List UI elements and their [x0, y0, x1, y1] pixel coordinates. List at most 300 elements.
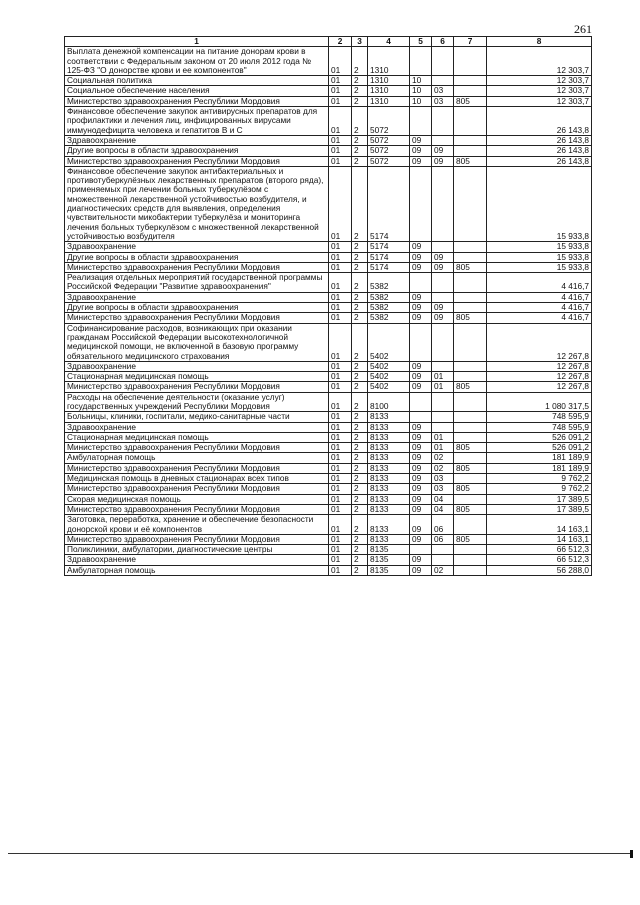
- amount-cell: 748 595,9: [487, 422, 592, 432]
- table-row: [65, 412, 592, 422]
- subsection-cell: 03: [432, 96, 454, 106]
- department-cell: [454, 565, 487, 575]
- col4-cell: 8133: [368, 504, 410, 514]
- col2-cell: 01: [329, 166, 352, 241]
- col4-cell: 5174: [368, 166, 410, 241]
- section-cell: [410, 166, 432, 241]
- section-cell: 09: [410, 443, 432, 453]
- amount-cell: 12 267,8: [487, 361, 592, 371]
- col3-cell: 2: [352, 273, 368, 293]
- subsection-cell: 09: [432, 303, 454, 313]
- subsection-cell: 09: [432, 252, 454, 262]
- table-row: [65, 565, 592, 575]
- department-cell: 805: [454, 534, 487, 544]
- table-row: [65, 534, 592, 544]
- department-cell: [454, 432, 487, 442]
- section-cell: 09: [410, 453, 432, 463]
- col2-cell: 01: [329, 146, 352, 156]
- subsection-cell: 06: [432, 515, 454, 535]
- section-cell: [410, 545, 432, 555]
- col4-cell: 8133: [368, 453, 410, 463]
- col3-cell: 2: [352, 146, 368, 156]
- amount-cell: 26 143,8: [487, 156, 592, 166]
- col4-cell: 8100: [368, 392, 410, 412]
- col3-cell: 2: [352, 262, 368, 272]
- department-cell: 805: [454, 484, 487, 494]
- table-row: [65, 494, 592, 504]
- row-name-cell: Медицинская помощь в дневных стационарах всех типов: [65, 474, 329, 484]
- col3-cell: 2: [352, 86, 368, 96]
- department-cell: 805: [454, 443, 487, 453]
- row-name-cell: Реализация отдельных мероприятий государственной программы Российской Федерации "Развитие здравоохранения": [65, 273, 329, 293]
- col2-cell: 01: [329, 565, 352, 575]
- col2-cell: 01: [329, 242, 352, 252]
- col4-cell: 5382: [368, 313, 410, 323]
- amount-cell: 748 595,9: [487, 412, 592, 422]
- row-name-cell: Здравоохранение: [65, 135, 329, 145]
- col4-cell: 1310: [368, 47, 410, 76]
- amount-cell: 1 080 317,5: [487, 392, 592, 412]
- col2-cell: 01: [329, 443, 352, 453]
- department-cell: [454, 545, 487, 555]
- department-cell: [454, 361, 487, 371]
- amount-cell: 17 389,5: [487, 494, 592, 504]
- col3-cell: 2: [352, 76, 368, 86]
- amount-cell: 9 762,2: [487, 484, 592, 494]
- table-row: [65, 392, 592, 412]
- subsection-cell: 04: [432, 494, 454, 504]
- section-cell: 09: [410, 515, 432, 535]
- department-cell: [454, 422, 487, 432]
- amount-cell: 56 288,0: [487, 565, 592, 575]
- subsection-cell: 03: [432, 484, 454, 494]
- section-cell: 09: [410, 463, 432, 473]
- table-row: [65, 262, 592, 272]
- section-cell: 09: [410, 504, 432, 514]
- row-name-cell: Скорая медицинская помощь: [65, 494, 329, 504]
- col3-cell: 2: [352, 484, 368, 494]
- section-cell: 09: [410, 382, 432, 392]
- section-cell: 09: [410, 494, 432, 504]
- section-cell: [410, 47, 432, 76]
- section-cell: 09: [410, 555, 432, 565]
- amount-cell: 12 267,8: [487, 372, 592, 382]
- column-header-7: 7: [454, 37, 487, 47]
- col3-cell: 2: [352, 432, 368, 442]
- col2-cell: 01: [329, 372, 352, 382]
- department-cell: [454, 453, 487, 463]
- column-header-1: 1: [65, 37, 329, 47]
- table-row: [65, 96, 592, 106]
- table-row: [65, 76, 592, 86]
- department-cell: [454, 372, 487, 382]
- col3-cell: 2: [352, 96, 368, 106]
- col2-cell: 01: [329, 262, 352, 272]
- amount-cell: 4 416,7: [487, 313, 592, 323]
- row-name-cell: Здравоохранение: [65, 361, 329, 371]
- subsection-cell: 09: [432, 262, 454, 272]
- row-name-cell: Министерство здравоохранения Республики Мордовия: [65, 504, 329, 514]
- col2-cell: 01: [329, 422, 352, 432]
- col3-cell: 2: [352, 252, 368, 262]
- col4-cell: 5402: [368, 372, 410, 382]
- amount-cell: 9 762,2: [487, 474, 592, 484]
- amount-cell: 15 933,8: [487, 252, 592, 262]
- department-cell: [454, 474, 487, 484]
- subsection-cell: 03: [432, 474, 454, 484]
- col4-cell: 8133: [368, 534, 410, 544]
- table-header-row: [65, 37, 592, 47]
- subsection-cell: [432, 107, 454, 136]
- section-cell: [410, 107, 432, 136]
- department-cell: 805: [454, 96, 487, 106]
- row-name-cell: Министерство здравоохранения Республики Мордовия: [65, 484, 329, 494]
- col2-cell: 01: [329, 273, 352, 293]
- row-name-cell: Расходы на обеспечение деятельности (оказание услуг) государственных учреждений Республики Мордовия: [65, 392, 329, 412]
- section-cell: 09: [410, 432, 432, 442]
- table-row: [65, 372, 592, 382]
- table-row: [65, 474, 592, 484]
- subsection-cell: [432, 273, 454, 293]
- subsection-cell: [432, 76, 454, 86]
- col4-cell: 8133: [368, 463, 410, 473]
- section-cell: 09: [410, 372, 432, 382]
- col4-cell: 8133: [368, 515, 410, 535]
- row-name-cell: Здравоохранение: [65, 292, 329, 302]
- col2-cell: 01: [329, 303, 352, 313]
- row-name-cell: Министерство здравоохранения Республики Мордовия: [65, 382, 329, 392]
- row-name-cell: Министерство здравоохранения Республики Мордовия: [65, 96, 329, 106]
- col2-cell: 01: [329, 463, 352, 473]
- col3-cell: 2: [352, 515, 368, 535]
- section-cell: 09: [410, 252, 432, 262]
- subsection-cell: [432, 292, 454, 302]
- table-row: [65, 292, 592, 302]
- department-cell: [454, 107, 487, 136]
- table-row: [65, 545, 592, 555]
- section-cell: 09: [410, 146, 432, 156]
- col4-cell: 1310: [368, 86, 410, 96]
- department-cell: 805: [454, 463, 487, 473]
- department-cell: [454, 412, 487, 422]
- department-cell: [454, 292, 487, 302]
- col4-cell: 8135: [368, 545, 410, 555]
- amount-cell: 66 512,3: [487, 545, 592, 555]
- row-name-cell: Финансовое обеспечение закупок антивирусных препаратов для профилактики и лечения лиц, инфицированных вирусами иммунодефицита человека и гепатитов В и С: [65, 107, 329, 136]
- col4-cell: 5382: [368, 303, 410, 313]
- amount-cell: 4 416,7: [487, 303, 592, 313]
- subsection-cell: 03: [432, 86, 454, 96]
- col2-cell: 01: [329, 382, 352, 392]
- department-cell: [454, 166, 487, 241]
- amount-cell: 17 389,5: [487, 504, 592, 514]
- subsection-cell: 09: [432, 146, 454, 156]
- amount-cell: 15 933,8: [487, 242, 592, 252]
- table-row: [65, 166, 592, 241]
- amount-cell: 181 189,9: [487, 463, 592, 473]
- col4-cell: 5402: [368, 323, 410, 361]
- column-header-8: 8: [487, 37, 592, 47]
- amount-cell: 181 189,9: [487, 453, 592, 463]
- table-row: [65, 156, 592, 166]
- section-cell: [410, 412, 432, 422]
- row-name-cell: Министерство здравоохранения Республики Мордовия: [65, 463, 329, 473]
- column-header-3: 3: [352, 37, 368, 47]
- subsection-cell: [432, 545, 454, 555]
- col4-cell: 8135: [368, 565, 410, 575]
- department-cell: [454, 146, 487, 156]
- col2-cell: 01: [329, 392, 352, 412]
- footer-mark: [630, 850, 633, 858]
- col3-cell: 2: [352, 242, 368, 252]
- col2-cell: 01: [329, 292, 352, 302]
- col4-cell: 5072: [368, 135, 410, 145]
- section-cell: 10: [410, 96, 432, 106]
- col3-cell: 2: [352, 323, 368, 361]
- amount-cell: 15 933,8: [487, 166, 592, 241]
- department-cell: [454, 252, 487, 262]
- table-row: [65, 252, 592, 262]
- subsection-cell: 04: [432, 504, 454, 514]
- subsection-cell: 09: [432, 156, 454, 166]
- subsection-cell: [432, 422, 454, 432]
- column-header-5: 5: [410, 37, 432, 47]
- amount-cell: 4 416,7: [487, 273, 592, 293]
- subsection-cell: [432, 392, 454, 412]
- row-name-cell: Другие вопросы в области здравоохранения: [65, 146, 329, 156]
- subsection-cell: 09: [432, 313, 454, 323]
- table-row: [65, 135, 592, 145]
- col3-cell: 2: [352, 361, 368, 371]
- subsection-cell: [432, 166, 454, 241]
- budget-table: [64, 36, 592, 576]
- section-cell: 09: [410, 242, 432, 252]
- col2-cell: 01: [329, 515, 352, 535]
- col2-cell: 01: [329, 86, 352, 96]
- col4-cell: 8133: [368, 484, 410, 494]
- row-name-cell: Стационарная медицинская помощь: [65, 372, 329, 382]
- col4-cell: 8133: [368, 422, 410, 432]
- section-cell: 09: [410, 156, 432, 166]
- col3-cell: 2: [352, 443, 368, 453]
- col4-cell: 8133: [368, 432, 410, 442]
- row-name-cell: Здравоохранение: [65, 555, 329, 565]
- subsection-cell: [432, 412, 454, 422]
- table-row: [65, 453, 592, 463]
- subsection-cell: 01: [432, 443, 454, 453]
- col4-cell: 5402: [368, 361, 410, 371]
- department-cell: 805: [454, 382, 487, 392]
- col2-cell: 01: [329, 361, 352, 371]
- col2-cell: 01: [329, 135, 352, 145]
- section-cell: 09: [410, 292, 432, 302]
- subsection-cell: [432, 135, 454, 145]
- col4-cell: 5174: [368, 242, 410, 252]
- amount-cell: 526 091,2: [487, 432, 592, 442]
- col4-cell: 8133: [368, 474, 410, 484]
- col2-cell: 01: [329, 534, 352, 544]
- col4-cell: 8135: [368, 555, 410, 565]
- col3-cell: 2: [352, 47, 368, 76]
- table-row: [65, 463, 592, 473]
- amount-cell: 15 933,8: [487, 262, 592, 272]
- col4-cell: 5072: [368, 146, 410, 156]
- department-cell: 805: [454, 504, 487, 514]
- amount-cell: 12 303,7: [487, 76, 592, 86]
- section-cell: 09: [410, 313, 432, 323]
- col2-cell: 01: [329, 494, 352, 504]
- col3-cell: 2: [352, 292, 368, 302]
- section-cell: 09: [410, 303, 432, 313]
- section-cell: 09: [410, 361, 432, 371]
- row-name-cell: Здравоохранение: [65, 242, 329, 252]
- col2-cell: 01: [329, 313, 352, 323]
- col2-cell: 01: [329, 432, 352, 442]
- col4-cell: 8133: [368, 443, 410, 453]
- amount-cell: 14 163,1: [487, 515, 592, 535]
- col3-cell: 2: [352, 504, 368, 514]
- row-name-cell: Министерство здравоохранения Республики Мордовия: [65, 534, 329, 544]
- table-row: [65, 422, 592, 432]
- row-name-cell: Заготовка, переработка, хранение и обеспечение безопасности донорской крови и её компонентов: [65, 515, 329, 535]
- col2-cell: 01: [329, 107, 352, 136]
- subsection-cell: 01: [432, 372, 454, 382]
- row-name-cell: Софинансирование расходов, возникающих при оказании гражданам Российской Федерации высокотехнологичной медицинской помощи, не включенной в базовую программу обязательного медицинского страхования: [65, 323, 329, 361]
- col3-cell: 2: [352, 156, 368, 166]
- row-name-cell: Министерство здравоохранения Республики Мордовия: [65, 443, 329, 453]
- amount-cell: 12 303,7: [487, 47, 592, 76]
- section-cell: [410, 323, 432, 361]
- col3-cell: 2: [352, 474, 368, 484]
- table-row: [65, 432, 592, 442]
- row-name-cell: Другие вопросы в области здравоохранения: [65, 303, 329, 313]
- table-row: [65, 107, 592, 136]
- row-name-cell: Амбулаторная помощь: [65, 565, 329, 575]
- table-row: [65, 484, 592, 494]
- section-cell: 09: [410, 422, 432, 432]
- subsection-cell: 06: [432, 534, 454, 544]
- subsection-cell: 02: [432, 463, 454, 473]
- col3-cell: 2: [352, 412, 368, 422]
- column-header-6: 6: [432, 37, 454, 47]
- table-row: [65, 273, 592, 293]
- amount-cell: 66 512,3: [487, 555, 592, 565]
- subsection-cell: [432, 323, 454, 361]
- department-cell: [454, 515, 487, 535]
- department-cell: [454, 273, 487, 293]
- department-cell: [454, 392, 487, 412]
- col4-cell: 5382: [368, 292, 410, 302]
- amount-cell: 12 267,8: [487, 382, 592, 392]
- department-cell: [454, 323, 487, 361]
- table-row: [65, 313, 592, 323]
- department-cell: [454, 76, 487, 86]
- row-name-cell: Другие вопросы в области здравоохранения: [65, 252, 329, 262]
- col3-cell: 2: [352, 303, 368, 313]
- section-cell: 09: [410, 534, 432, 544]
- col2-cell: 01: [329, 96, 352, 106]
- row-name-cell: Здравоохранение: [65, 422, 329, 432]
- col2-cell: 01: [329, 76, 352, 86]
- amount-cell: 12 303,7: [487, 86, 592, 96]
- col2-cell: 01: [329, 252, 352, 262]
- col4-cell: 5174: [368, 262, 410, 272]
- col4-cell: 8133: [368, 412, 410, 422]
- col2-cell: 01: [329, 545, 352, 555]
- table-row: [65, 323, 592, 361]
- col3-cell: 2: [352, 107, 368, 136]
- col4-cell: 5402: [368, 382, 410, 392]
- row-name-cell: Поликлиники, амбулатории, диагностические центры: [65, 545, 329, 555]
- col4-cell: 1310: [368, 76, 410, 86]
- section-cell: 09: [410, 135, 432, 145]
- section-cell: 10: [410, 86, 432, 96]
- subsection-cell: [432, 242, 454, 252]
- col3-cell: 2: [352, 453, 368, 463]
- amount-cell: 26 143,8: [487, 146, 592, 156]
- column-header-2: 2: [329, 37, 352, 47]
- row-name-cell: Министерство здравоохранения Республики Мордовия: [65, 156, 329, 166]
- section-cell: 09: [410, 565, 432, 575]
- col3-cell: 2: [352, 166, 368, 241]
- col3-cell: 2: [352, 545, 368, 555]
- amount-cell: 12 267,8: [487, 323, 592, 361]
- row-name-cell: Социальная политика: [65, 76, 329, 86]
- footer-rule: [8, 853, 633, 854]
- col3-cell: 2: [352, 534, 368, 544]
- row-name-cell: Амбулаторная помощь: [65, 453, 329, 463]
- table-row: [65, 361, 592, 371]
- subsection-cell: 02: [432, 453, 454, 463]
- table-row: [65, 303, 592, 313]
- section-cell: 10: [410, 76, 432, 86]
- table-row: [65, 86, 592, 96]
- section-cell: [410, 273, 432, 293]
- amount-cell: 14 163,1: [487, 534, 592, 544]
- section-cell: 09: [410, 474, 432, 484]
- col3-cell: 2: [352, 555, 368, 565]
- row-name-cell: Стационарная медицинская помощь: [65, 432, 329, 442]
- col3-cell: 2: [352, 313, 368, 323]
- col4-cell: 5072: [368, 156, 410, 166]
- table-row: [65, 504, 592, 514]
- table-row: [65, 443, 592, 453]
- department-cell: [454, 242, 487, 252]
- row-name-cell: Финансовое обеспечение закупок антибактериальных и противотуберкулёзных лекарственных препаратов (второго ряда), применяемых при лечении больных туберкулёзом с множественной лекарственной устойчивостью возбудителя, и диагностических средств для выявления, определения чувствительности микобактерии туберкулёза и мониторинга лечения больных туберкулёзом с множественной лекарственной устойчивостью возбудителя: [65, 166, 329, 241]
- col2-cell: 01: [329, 453, 352, 463]
- col4-cell: 1310: [368, 96, 410, 106]
- col4-cell: 5072: [368, 107, 410, 136]
- col3-cell: 2: [352, 392, 368, 412]
- department-cell: [454, 47, 487, 76]
- table-row: [65, 515, 592, 535]
- table-row: [65, 382, 592, 392]
- subsection-cell: [432, 361, 454, 371]
- col4-cell: 8133: [368, 494, 410, 504]
- subsection-cell: 01: [432, 382, 454, 392]
- table-row: [65, 47, 592, 76]
- department-cell: [454, 494, 487, 504]
- amount-cell: 12 303,7: [487, 96, 592, 106]
- page-number: 261: [574, 22, 592, 36]
- col3-cell: 2: [352, 463, 368, 473]
- col3-cell: 2: [352, 422, 368, 432]
- col3-cell: 2: [352, 382, 368, 392]
- col2-cell: 01: [329, 504, 352, 514]
- column-header-4: 4: [368, 37, 410, 47]
- row-name-cell: Министерство здравоохранения Республики Мордовия: [65, 262, 329, 272]
- col3-cell: 2: [352, 494, 368, 504]
